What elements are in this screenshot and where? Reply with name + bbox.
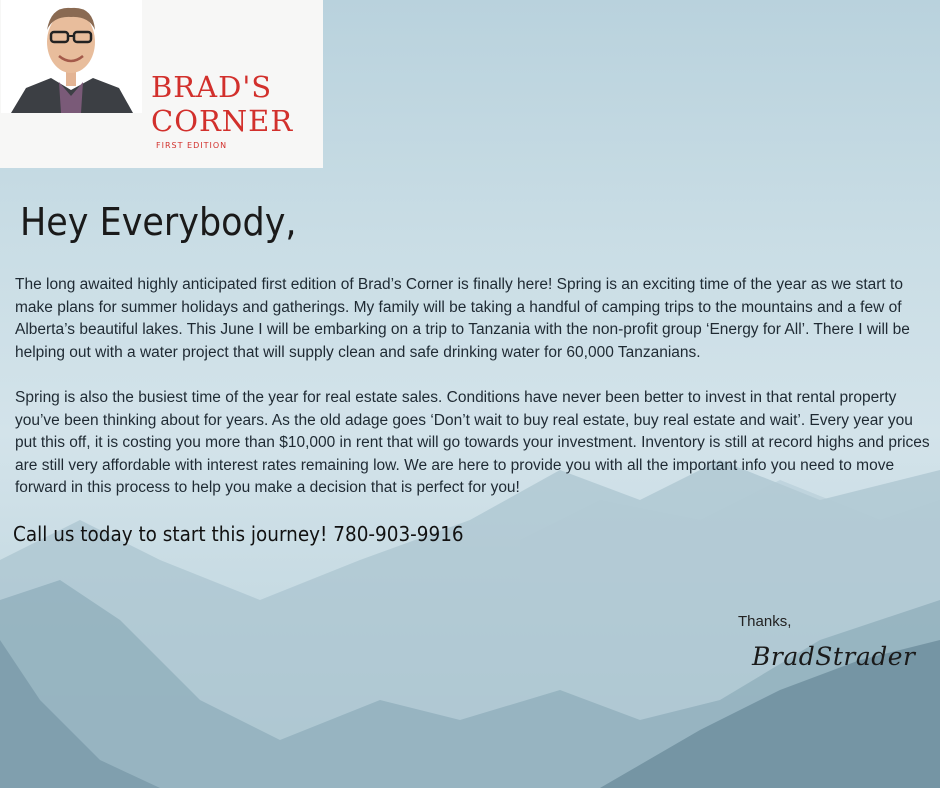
paragraph-2: Spring is also the busiest time of the year for real estate sales. Conditions have never been better to invest in that rental property you’ve been thinking about for years. As the old adage goes ‘Don’t wait to buy real estate, buy real estate and wait’. Every year you put this off, it is costing you more than $10,000 in rent that will go towards your investment. Inventory is still at record highs and prices are still very affordable with interest rates remaining low. We are here to provide you with all the important info you need to move forward in this process to help you make a decision that is perfect for you! — [15, 389, 930, 496]
signature: BradStrader — [752, 642, 916, 671]
newsletter-title — [151, 70, 293, 138]
title-line-2: CORNER — [151, 104, 294, 138]
greeting-heading: Hey Everybody, — [20, 200, 297, 244]
header-card — [0, 0, 323, 168]
call-to-action: Call us today to start this journey! 780-903-9916 — [13, 522, 464, 546]
title-line-1: BRAD'S — [151, 70, 273, 104]
author-photo — [1, 0, 142, 113]
edition-label: FIRST EDITION — [156, 141, 228, 150]
closing-text: Thanks, — [738, 613, 792, 630]
paragraph-1: The long awaited highly anticipated first edition of Brad’s Corner is finally here! Spring is an exciting time of the year as we start to make plans for summer holidays and gatherings. My family will be taking a handful of camping trips to the mountains and a few of Alberta’s beautiful lakes. This June I will be embarking on a trip to Tanzania with the non-profit group ‘Energy for All’. There I will be helping out with a water project that will supply clean and safe drinking water for 60,000 Tanzanians. — [15, 276, 910, 361]
